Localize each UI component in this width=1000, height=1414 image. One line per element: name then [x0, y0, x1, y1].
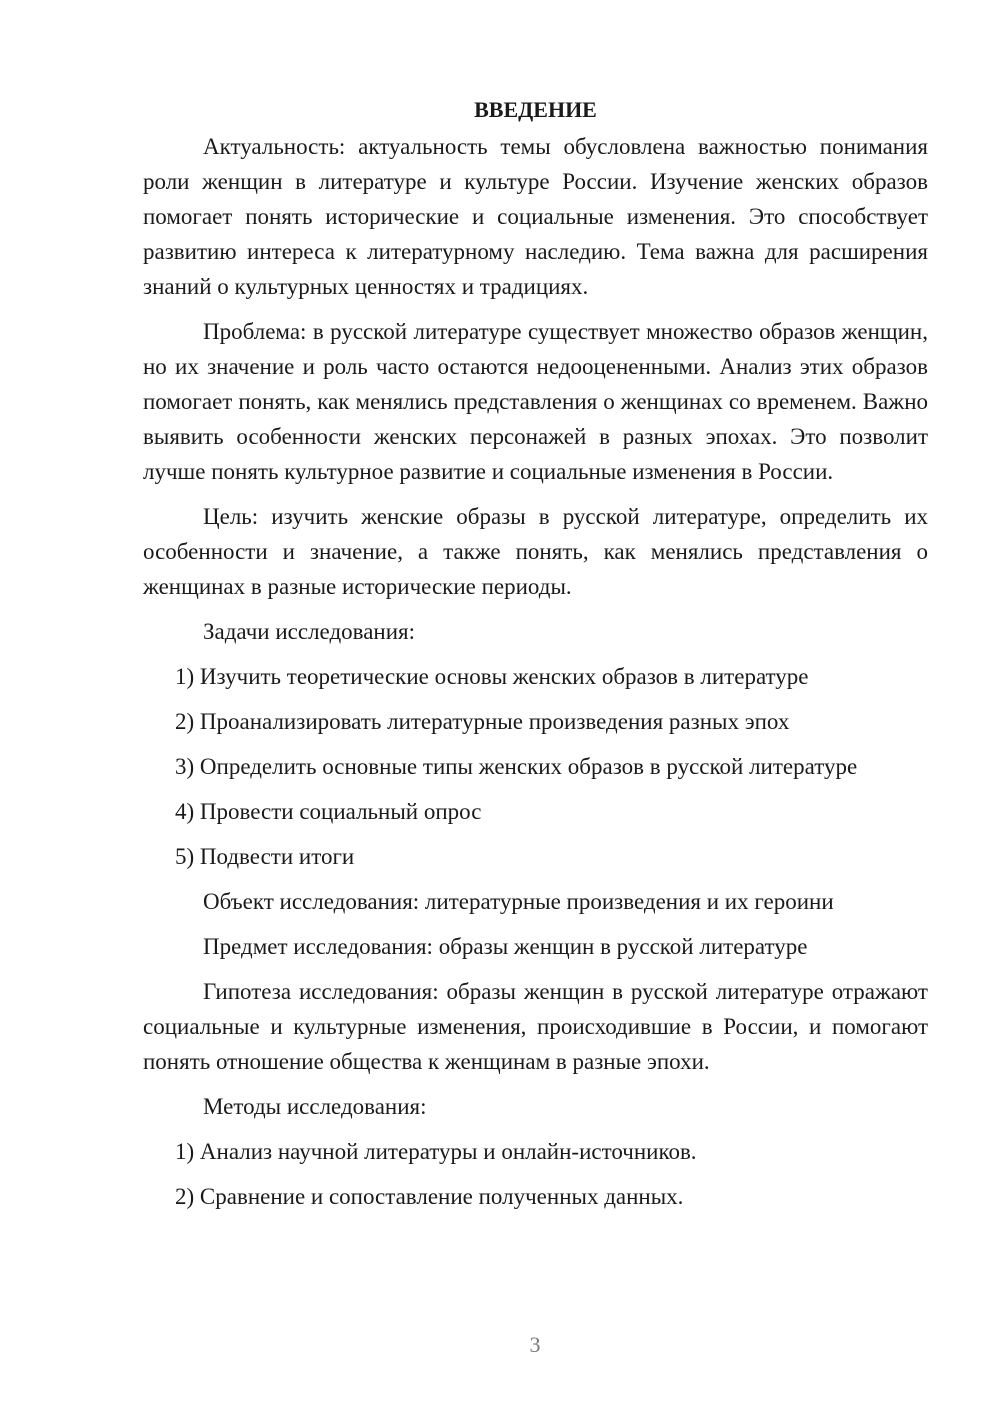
list-item: 5) Подвести итоги: [175, 844, 355, 869]
relevance-paragraph: Актуальность: актуальность темы обусловлена важностью понимания роли женщин в литературе и культуре России. Изучение женских образов помогает понять исторические и социальные изменения. Это способствует развитию интереса к литературному наследию. Тема важна для расширения знаний о культурных ценностях и традициях.: [143, 134, 928, 299]
list-item: 1) Анализ научной литературы и онлайн-источников.: [175, 1139, 697, 1164]
methods-list: [143, 1134, 928, 1214]
subject-line: Предмет исследования: образы женщин в русской литературе: [203, 934, 808, 959]
page-number: 3: [529, 1332, 541, 1357]
page-title: ВВЕДЕНИЕ: [474, 97, 597, 122]
list-item: 3) Определить основные типы женских образов в русской литературе: [175, 754, 858, 779]
list-item: 2) Сравнение и сопоставление полученных данных.: [175, 1184, 684, 1209]
list-item: 1) Изучить теоретические основы женских образов в литературе: [175, 664, 809, 689]
problem-paragraph: Проблема: в русской литературе существует множество образов женщин, но их значение и роль часто остаются недооцененными. Анализ этих образов помогает понять, как менялись представления о женщинах со временем. Важно выявить особенности женских персонажей в разных эпохах. Это позволит лучше понять культурное развитие и социальные изменения в России.: [143, 319, 928, 484]
list-item: 2) Проанализировать литературные произведения разных эпох: [175, 709, 790, 734]
page-content: [143, 92, 928, 1224]
object-line: Объект исследования: литературные произведения и их героини: [203, 889, 834, 914]
goal-paragraph: Цель: изучить женские образы в русской литературе, определить их особенности и значение, а также понять, как менялись представления о женщинах в разные исторические периоды.: [143, 504, 928, 599]
methods-heading: Методы исследования:: [203, 1094, 427, 1119]
tasks-heading: Задачи исследования:: [203, 619, 416, 644]
list-item: 4) Провести социальный опрос: [175, 799, 482, 824]
tasks-list: [143, 659, 928, 874]
hypothesis-paragraph: Гипотеза исследования: образы женщин в русской литературе отражают социальные и культурные изменения, происходившие в России, и помогают понять отношение общества к женщинам в разные эпохи.: [143, 979, 928, 1074]
